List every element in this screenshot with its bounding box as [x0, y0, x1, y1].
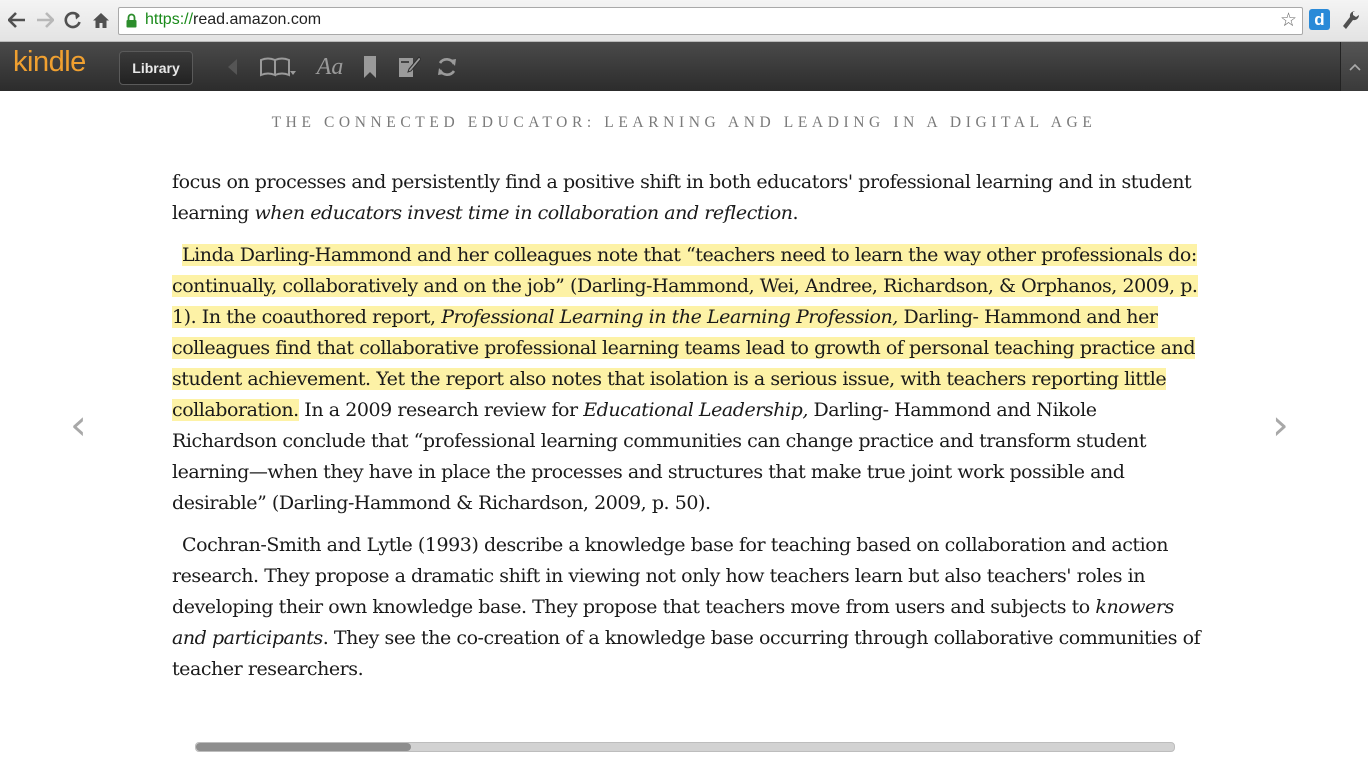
reading-pane[interactable]	[172, 167, 1202, 696]
bookmark-icon[interactable]	[362, 54, 378, 80]
highlighted-text[interactable]: Linda Darling-Hammond and her colleagues note that “teachers need to learn the way other professionals do: continually, collaboratively and on the job” (Darling-Hammond, Wei, Andree, Richardson, & Orphanos, 2009, p. 1). In the coauthored report, Professional Learning in the Learning Profession, Darling- Hammond and her colleagues find that collaborative professional learning teams lead to growth of personal teaching practice and student achievement. Yet the report also notes that isolation is a serious issue, with teachers reporting little collaboration.	[172, 244, 1198, 421]
paragraph: Cochran-Smith and Lytle (1993) describe a knowledge base for teaching based on collaboration and action research. They propose a dramatic shift in viewing not only how teachers learn but also teachers' roles in developing their own knowledge base. They propose that teachers move from users and subjects to knowers and participants. They see the co-creation of a knowledge base occurring through collaborative communities of teacher researchers.	[172, 534, 1201, 680]
paragraph: Linda Darling-Hammond and her colleagues note that “teachers need to learn the way other professionals do: continually, collaboratively and on the job” (Darling-Hammond, Wei, Andree, Richardson, & Orphanos, 2009, p. 1). In the coauthored report, Professional Learning in the Learning Profession, Darling- Hammond and her colleagues find that collaborative professional learning teams lead to growth of personal teaching practice and student achievement. Yet the report also notes that isolation is a serious issue, with teachers reporting little collaboration. In a 2009 research review for Educational Leadership, Darling- Hammond and Nikole Richardson conclude that “professional learning communities can change practice and transform student learning—when they have in place the processes and structures that make true joint work possible and desirable” (Darling-Hammond & Richardson, 2009, p. 50).	[172, 244, 1198, 514]
previous-icon[interactable]	[224, 54, 240, 80]
reload-icon[interactable]	[61, 8, 85, 32]
star-icon[interactable]: ☆	[1279, 9, 1297, 31]
lock-icon	[126, 13, 137, 28]
home-icon[interactable]	[89, 8, 113, 32]
table-of-contents-icon[interactable]	[259, 54, 299, 80]
kindle-logo: kindle	[13, 46, 86, 78]
progress-fill	[196, 743, 411, 751]
collapse-toolbar-button[interactable]	[1340, 42, 1368, 91]
next-page-button[interactable]: ›	[1272, 400, 1289, 449]
font-settings-icon[interactable]: Aa	[316, 53, 344, 80]
notes-icon[interactable]	[397, 54, 421, 80]
forward-arrow-icon[interactable]	[33, 8, 57, 32]
extension-icon[interactable]: d	[1309, 9, 1330, 30]
wrench-icon[interactable]	[1341, 9, 1361, 31]
kindle-toolbar	[0, 42, 1368, 91]
back-arrow-icon[interactable]	[5, 8, 29, 32]
paragraph: focus on processes and persistently find a positive shift in both educators' professional learning and in student learning when educators invest time in collaboration and reflection.	[172, 171, 1192, 224]
browser-toolbar	[0, 0, 1368, 42]
sync-icon[interactable]	[436, 54, 458, 80]
previous-page-button[interactable]: ‹	[70, 400, 87, 449]
book-title: THE CONNECTED EDUCATOR: LEARNING AND LEADING IN A DIGITAL AGE	[271, 114, 1097, 131]
reading-progress-bar[interactable]	[195, 742, 1175, 752]
library-button[interactable]: Library	[119, 51, 193, 85]
url-text: https://read.amazon.com	[145, 11, 322, 28]
address-bar[interactable]	[118, 7, 1303, 35]
